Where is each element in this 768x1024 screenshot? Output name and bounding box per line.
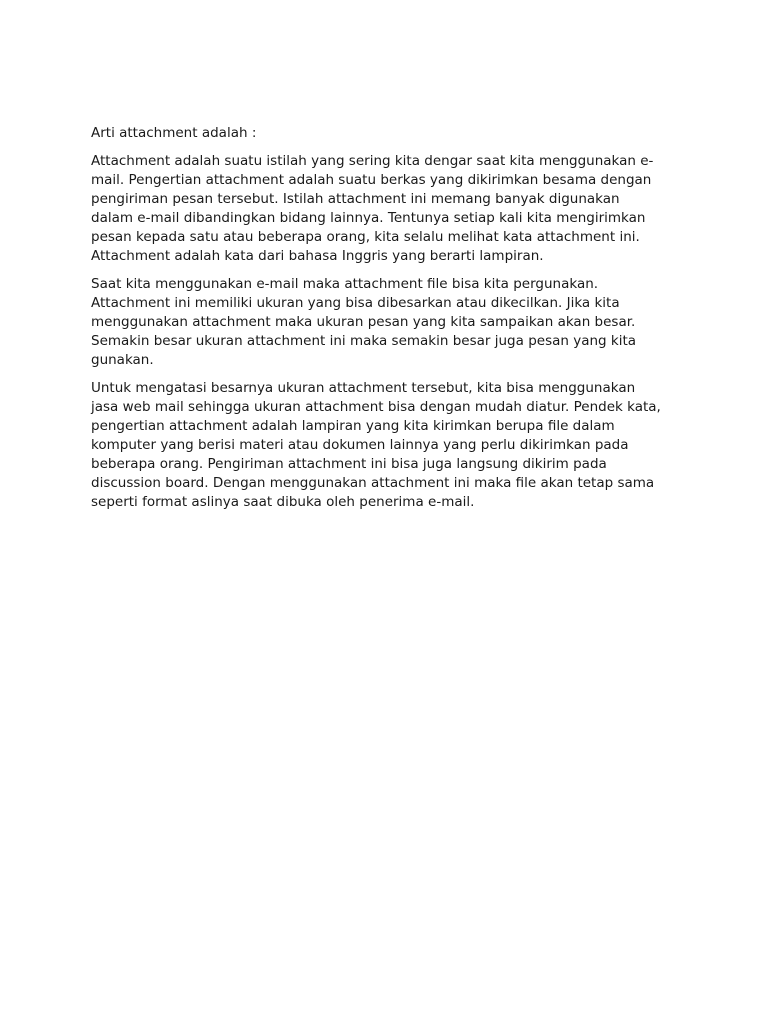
paragraph-line: beberapa orang. Pengiriman attachment ini bisa juga langsung dikirim pada [91,456,607,472]
paragraph-line: komputer yang berisi materi atau dokumen lainnya yang perlu dikirimkan pada [91,437,629,453]
paragraph-line: mail. Pengertian attachment adalah suatu berkas yang dikirimkan besama dengan [91,172,652,188]
paragraph-line: seperti format aslinya saat dibuka oleh penerima e-mail. [91,494,475,510]
paragraph-line: Attachment adalah kata dari bahasa Inggris yang berarti lampiran. [91,248,544,264]
paragraph-1 [91,152,679,266]
paragraph-line: Untuk mengatasi besarnya ukuran attachment tersebut, kita bisa menggunakan [91,380,636,396]
paragraph-2 [91,275,679,370]
paragraph-line: Attachment adalah suatu istilah yang sering kita dengar saat kita menggunakan e- [91,153,654,169]
paragraph-line: discussion board. Dengan menggunakan attachment ini maka file akan tetap sama [91,475,655,491]
paragraph-line: pengertian attachment adalah lampiran yang kita kirimkan berupa file dalam [91,418,615,434]
paragraph-line: Saat kita menggunakan e-mail maka attachment file bisa kita pergunakan. [91,276,599,292]
paragraph-line: jasa web mail sehingga ukuran attachment bisa dengan mudah diatur. Pendek kata, [91,399,661,415]
paragraph-line: Semakin besar ukuran attachment ini maka semakin besar juga pesan yang kita [91,333,637,349]
document-heading: Arti attachment adalah : [91,125,257,141]
paragraph-line: pengiriman pesan tersebut. Istilah attachment ini memang banyak digunakan [91,191,620,207]
paragraph-line: menggunakan attachment maka ukuran pesan yang kita sampaikan akan besar. [91,314,636,330]
paragraph-line: dalam e-mail dibandingkan bidang lainnya. Tentunya setiap kali kita mengirimkan [91,210,646,226]
paragraph-line: pesan kepada satu atau beberapa orang, kita selalu melihat kata attachment ini. [91,229,640,245]
paragraph-line: gunakan. [91,352,154,368]
document-body [91,124,679,521]
paragraph-3 [91,379,679,512]
paragraph-line: Attachment ini memiliki ukuran yang bisa dibesarkan atau dikecilkan. Jika kita [91,295,620,311]
